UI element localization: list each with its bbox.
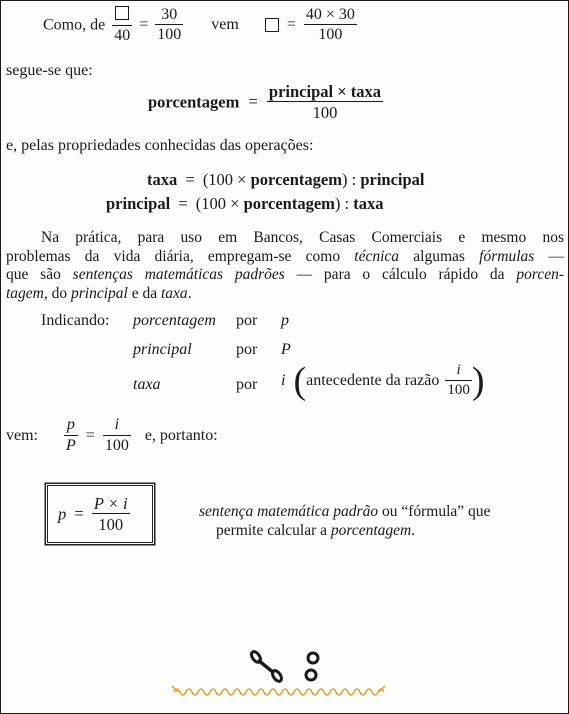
paragraph-na-pratica bbox=[6, 229, 564, 303]
text-vem: vem bbox=[211, 16, 239, 34]
placeholder-square bbox=[265, 18, 279, 32]
equals-sign: = bbox=[139, 16, 149, 34]
paragraph-line-4: tagem, do principal e da taxa. bbox=[6, 284, 192, 302]
equals-sign: = bbox=[286, 16, 296, 34]
paragraph-line-2: problemas da vida diária, empregam-se como técnica algumas fórmulas — bbox=[6, 247, 565, 265]
def-por-2: por bbox=[236, 341, 258, 358]
def-term-principal: principal bbox=[133, 341, 192, 358]
fraction-i-over-100: $\frac{i}{100}$ bbox=[104, 416, 129, 454]
equation-porcentagem: porcentagem = $\frac{\text{principal × taxa}}{100}$ bbox=[148, 82, 381, 123]
text-como-de: Como, de bbox=[43, 16, 106, 34]
close-paren: ) bbox=[471, 359, 485, 402]
fraction-i-over-100: $\frac{i}{100}$ bbox=[447, 362, 470, 398]
def-por-3: por bbox=[236, 376, 258, 393]
def-por-1: por bbox=[236, 312, 258, 329]
vem-equation: vem: $\frac{p}{P}$ = $\frac{i}{100}$ e, portanto: bbox=[6, 416, 218, 454]
fraction-product-over-100: $\frac{40 \times 30}{100}$ bbox=[305, 5, 355, 44]
open-paren: ( bbox=[293, 359, 307, 402]
def-term-taxa: taxa bbox=[133, 376, 161, 393]
fraction-p-over-P: $\frac{p}{P}$ bbox=[66, 416, 76, 454]
boxed-formula: p = $\frac{P \times i}{100}$ bbox=[47, 485, 153, 543]
paragraph-line-3: que são sentenças matemáticas padrões — para o cálculo rápido da porcen- bbox=[6, 266, 564, 283]
ornament-wave bbox=[174, 689, 384, 695]
indicando-label: Indicando: bbox=[41, 312, 110, 329]
fraction-square-over-40: 40 bbox=[112, 6, 132, 45]
fraction-principal-taxa: $\frac{\text{principal × taxa}}{100}$ bbox=[268, 82, 381, 123]
def-sym-p: p bbox=[281, 312, 289, 329]
formula-note-line-1: sentença matemática padrão ou “fórmula” que bbox=[199, 503, 491, 520]
intro-line bbox=[43, 6, 357, 45]
fraction-Pi-over-100: $\frac{P \times i}{100}$ bbox=[93, 494, 128, 535]
formula-note-line-2: permite calcular a porcentagem. bbox=[216, 522, 416, 539]
paragraph-line-1: Na prática, para uso em Bancos, Casas Comerciais e mesmo nos bbox=[41, 229, 564, 246]
text-segue: segue-se que: bbox=[6, 62, 93, 79]
def-sym-i-with-note: i (antecedente da razão $\frac{i}{100}$ ) bbox=[281, 359, 485, 402]
def-sym-P: P bbox=[281, 341, 291, 358]
percent-ornament-icon bbox=[172, 648, 387, 698]
def-term-porcentagem: porcentagem bbox=[133, 312, 216, 329]
text-pelas-propriedades: e, pelas propriedades conhecidas das operações: bbox=[6, 137, 314, 154]
equation-principal: principal = (100 × porcentagem) : taxa bbox=[106, 194, 384, 213]
equation-taxa: taxa = (100 × porcentagem) : principal bbox=[147, 170, 425, 189]
placeholder-square bbox=[115, 6, 129, 20]
fraction-30-over-100: $\frac{30}{100}$ bbox=[157, 5, 182, 44]
